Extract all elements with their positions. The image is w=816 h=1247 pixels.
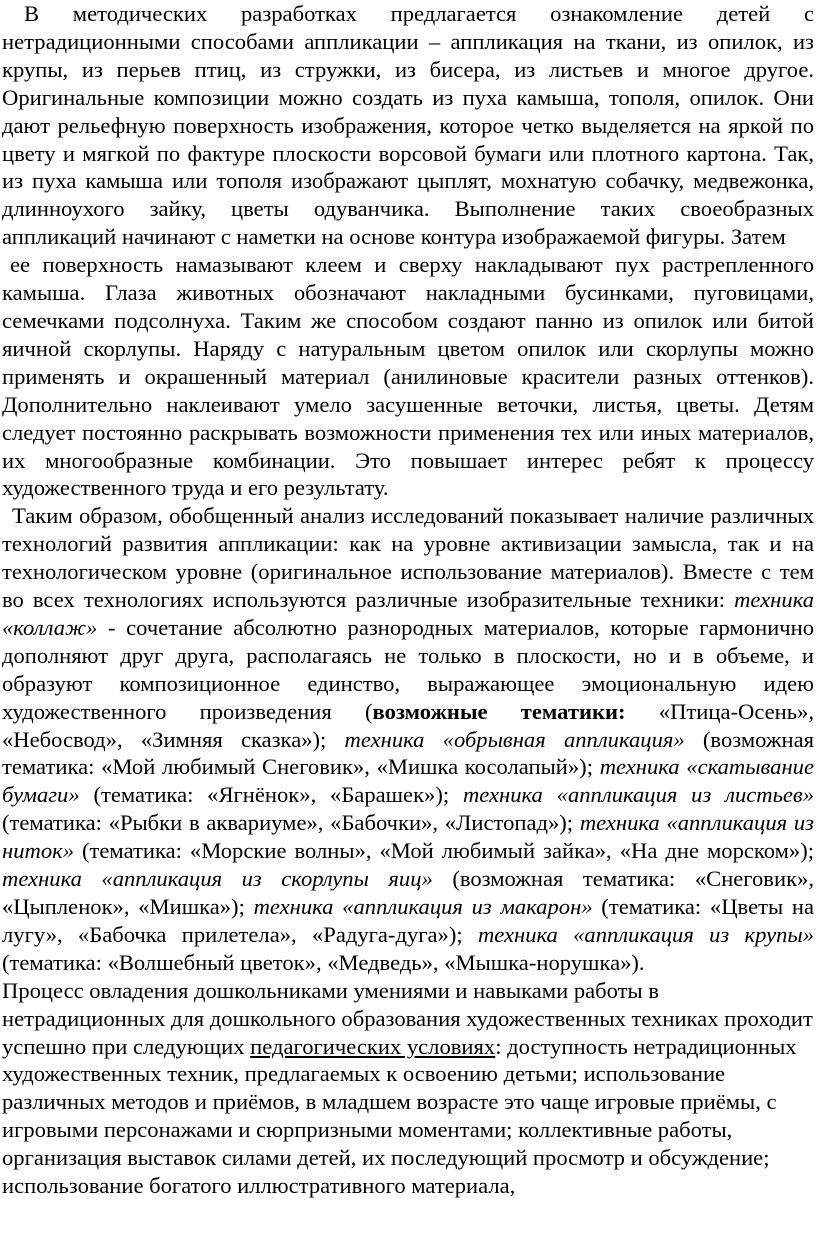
text-segment: техника «аппликация из листьев»	[462, 782, 815, 808]
text-segment: техника «аппликация из крупы»	[477, 921, 815, 947]
text-segment: педагогических условиях	[250, 1033, 496, 1059]
paragraph-2	[2, 251, 814, 502]
text-segment: «Птица-Осень», «Небосвод», «Зимняя сказка»);	[2, 698, 815, 752]
text-segment: техника «аппликация из макарон»	[253, 894, 593, 919]
paragraph-3	[2, 502, 814, 976]
text-segment: (тематика: «Цветы на лугу», «Бабочка прилетела», «Радуга-дуга»);	[2, 894, 814, 947]
paragraph-1	[2, 0, 814, 251]
text-segment: ее поверхность намазывают клеем и сверху накладывают пух растрепленного камыша. Глаза животных обозначают накладными бусинками, пуговицами, семечками подсолнуха. Таким же способом создают панно из опилок или битой яичной скорлупы. Наряду с натуральным цветом опилок или скорлупы можно применять и окрашенный материал (анилиновые красители разных оттенков). Дополнительно наклеивают умело засушенные веточки, листья, цветы. Детям следует постоянно раскрывать возможности применения тех или иных материалов, их многообразные комбинации. Это повышает интерес ребят к процессу художественного труда и его результату.	[2, 252, 814, 501]
paragraph-4	[2, 977, 814, 1200]
text-segment: техника «аппликация из ниток»	[2, 810, 814, 864]
document-page	[2, 0, 814, 1200]
text-segment: Таким образом, обобщенный анализ исследований показывает наличие различных технологий развития аппликации: как на уровне активизации замысла, так и на технологическом уровне (оригинальное использование материалов). Вместе с тем во всех технологиях используются различные изобразительные техники:	[2, 503, 814, 613]
text-segment: (тематика: «Рыбки в аквариуме», «Бабочки», «Листопад»);	[2, 810, 580, 836]
text-segment: Процесс овладения дошкольниками умениями и навыками работы в нетрадиционных для дошкольного образования художественных техниках проходит успешно при следующих	[2, 977, 813, 1059]
text-segment: техника «коллаж»	[2, 587, 814, 640]
text-segment: : доступность нетрадиционных художественных техник, предлагаемых к освоению детьми; использование различных методов и приёмов, в младшем возрасте это чаще игровые приёмы, с игровыми персонажами и сюрпризными моментами; коллективные работы, организация выставок силами детей, их последующий просмотр и обсуждение; использование богатого иллюстративного материала,	[2, 1033, 797, 1199]
text-segment: (возможная тематика: «Снеговик», «Цыпленок», «Мишка»);	[2, 866, 814, 919]
text-segment: (возможная тематика: «Мой любимый Снеговик», «Мишка косолапый»);	[2, 726, 814, 780]
text-segment: техника «обрывная аппликация»	[344, 726, 685, 752]
text-segment: (тематика: «Ягнёнок», «Барашек»);	[79, 782, 463, 808]
text-segment: (тематика: «Морские волны», «Мой любимый зайка», «На дне морском»);	[74, 838, 814, 864]
text-segment: - сочетание абсолютно разнородных материалов, которые гармонично дополняют друг друга, располагаясь не только в плоскости, но и в объеме, и образуют композиционное единство, выражающее эмоциональную идею художественного произведения (	[2, 614, 814, 724]
text-segment: возможные тематики:	[372, 698, 626, 724]
text-segment: (тематика: «Волшебный цветок», «Медведь», «Мышка-норушка»).	[2, 949, 645, 975]
text-segment: техника «скатывание бумаги»	[2, 754, 814, 808]
text-segment: техника «аппликация из скорлупы яиц»	[2, 866, 433, 892]
text-segment: В методических разработках предлагается ознакомление детей с нетрадиционными способами аппликации – аппликация на ткани, из опилок, из крупы, из перьев птиц, из стружки, из бисера, из листьев и многое другое. Оригинальные композиции можно создать из пуха камыша, тополя, опилок. Они дают рельефную поверхность изображения, которое четко выделяется на яркой по цвету и мягкой по фактуре плоскости ворсовой бумаги или плотного картона. Так, из пуха камыша или тополя изображают цыплят, мохнатую собачку, медвежонка, длинноухого зайку, цветы одуванчика. Выполнение таких своеобразных аппликаций начинают с наметки на основе контура изображаемой фигуры. Затем	[2, 1, 814, 250]
